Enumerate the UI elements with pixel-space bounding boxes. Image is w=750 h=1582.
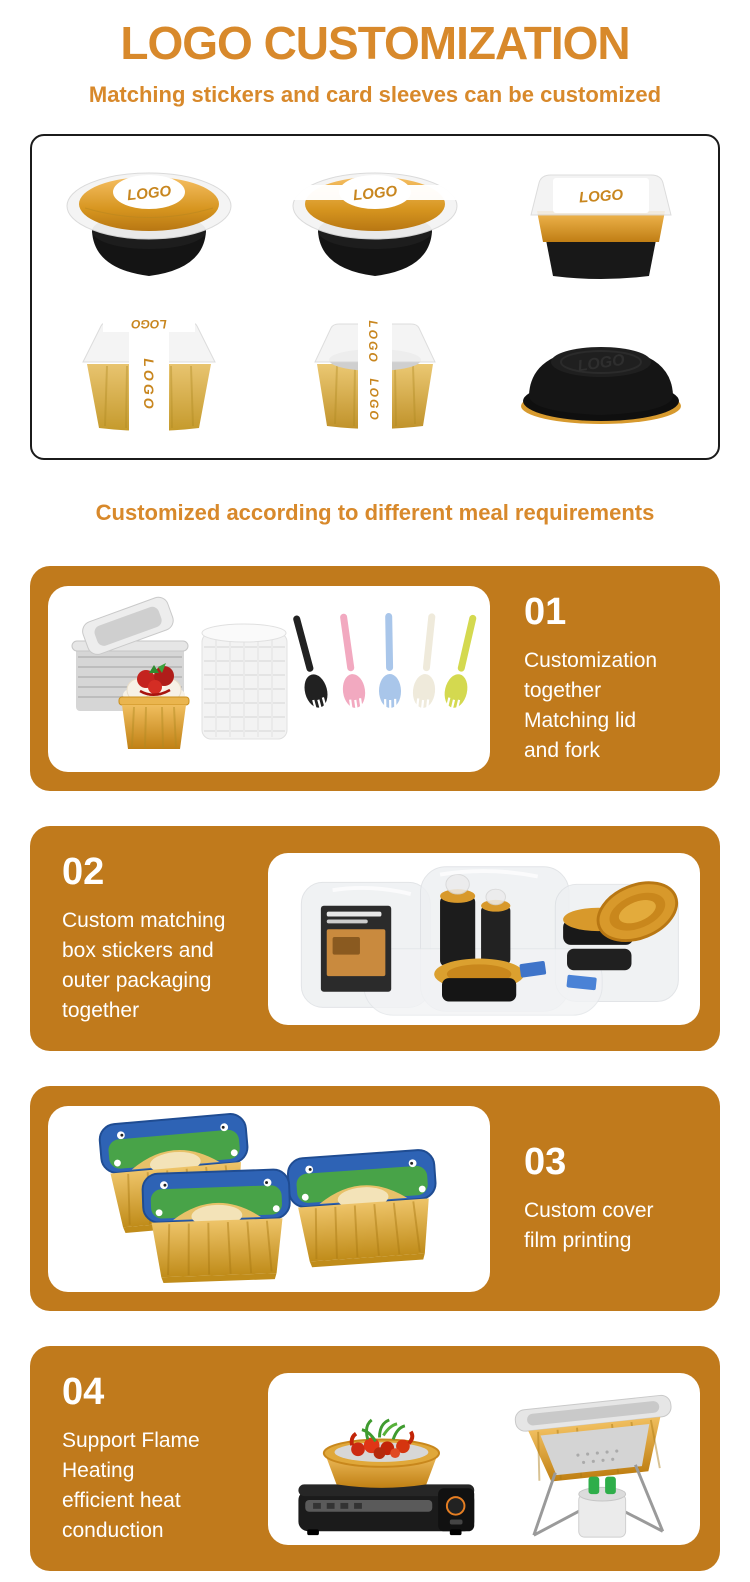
feature-01-description [524, 646, 700, 765]
product-photo-square-cup-1 [44, 300, 254, 450]
page-title: LOGO CUSTOMIZATION [120, 17, 630, 69]
product-square-cup-vertical-sleeve [270, 300, 480, 450]
feature-01-number: 01 [524, 591, 567, 634]
spork-black [285, 612, 332, 712]
gas-stove-with-bowl [298, 1419, 474, 1534]
product-photo-rect-container [496, 145, 706, 295]
logo-label: LOGO [131, 316, 167, 331]
feature-02-number: 02 [62, 851, 105, 894]
feature-desc-line: Support Flame [62, 1429, 200, 1453]
product-photo-round-bowl-2 [270, 145, 480, 295]
feature-desc-line: film printing [524, 1229, 632, 1252]
page-subtitle: Matching stickers and card sleeves can be customized [88, 82, 662, 107]
feature-03-photo-printed-film-containers [54, 1109, 484, 1289]
spork-blue [378, 612, 402, 710]
feature-desc-line: box stickers and [62, 939, 214, 963]
product-photo-round-bowl-1 [44, 145, 254, 295]
feature-01-photo-panel [48, 586, 490, 772]
feature-desc-line: and fork [524, 738, 600, 762]
logo-label: LOGO [367, 377, 381, 422]
feature-desc-line: efficient heat [62, 1489, 181, 1512]
feature-03-photo-panel [48, 1106, 490, 1292]
foil-pan-on-stand [514, 1394, 677, 1537]
logo-label: LOGO [366, 319, 380, 364]
feature-desc-line: outer packaging [62, 969, 212, 992]
product-photo-square-cup-2 [270, 300, 480, 450]
feature-03-section [30, 1086, 720, 1311]
feature-02-photo-packaged-sets [274, 855, 694, 1023]
logo-label: LOGO [576, 351, 626, 375]
product-square-cup-T-sleeve [44, 300, 254, 450]
spork-pink [332, 612, 367, 712]
feature-03-text [524, 1141, 700, 1256]
product-black-embossed-container [496, 300, 706, 450]
feature-03-description [524, 1196, 700, 1256]
logo-label: LOGO [126, 182, 173, 204]
logo-label: LOGO [352, 182, 399, 204]
feature-04-section [30, 1346, 720, 1571]
feature-04-description [62, 1426, 262, 1545]
feature-desc-line: Heating [62, 1459, 135, 1483]
feature-01-section [30, 566, 720, 791]
product-rect-container-label-lid [496, 145, 706, 295]
feature-desc-line: conduction [62, 1518, 164, 1542]
logo-label: LOGO [578, 185, 624, 207]
feature-01-photo-lids-and-forks [54, 591, 484, 767]
feature-02-photo-panel [268, 853, 700, 1025]
product-photo-black-container [496, 300, 706, 450]
meal-requirements-heading: Customized according to different meal requirements [95, 500, 655, 525]
feature-02-text [62, 851, 262, 1025]
feature-03-number: 03 [524, 1141, 567, 1184]
feature-04-photo-flame-heating [274, 1375, 694, 1543]
logo-label: LOGO [141, 357, 157, 412]
feature-desc-line: Custom cover [524, 1199, 654, 1223]
feature-desc-line: together [524, 679, 602, 703]
spork-cream [411, 612, 443, 712]
feature-desc-line: Matching lid [524, 709, 637, 732]
product-round-bowl-round-sticker [44, 145, 254, 295]
logo-products-box [30, 134, 720, 460]
feature-04-photo-panel [268, 1373, 700, 1545]
feature-01-text [524, 591, 700, 765]
feature-desc-line: Customization [524, 649, 658, 673]
feature-desc-line: together [62, 998, 140, 1022]
feature-02-description [62, 906, 262, 1025]
product-round-bowl-band-sticker [270, 145, 480, 295]
spork-green [441, 612, 484, 712]
feature-desc-line: Custom matching [62, 909, 226, 933]
feature-04-text [62, 1371, 262, 1545]
feature-04-number: 04 [62, 1371, 105, 1414]
feature-02-section [30, 826, 720, 1051]
